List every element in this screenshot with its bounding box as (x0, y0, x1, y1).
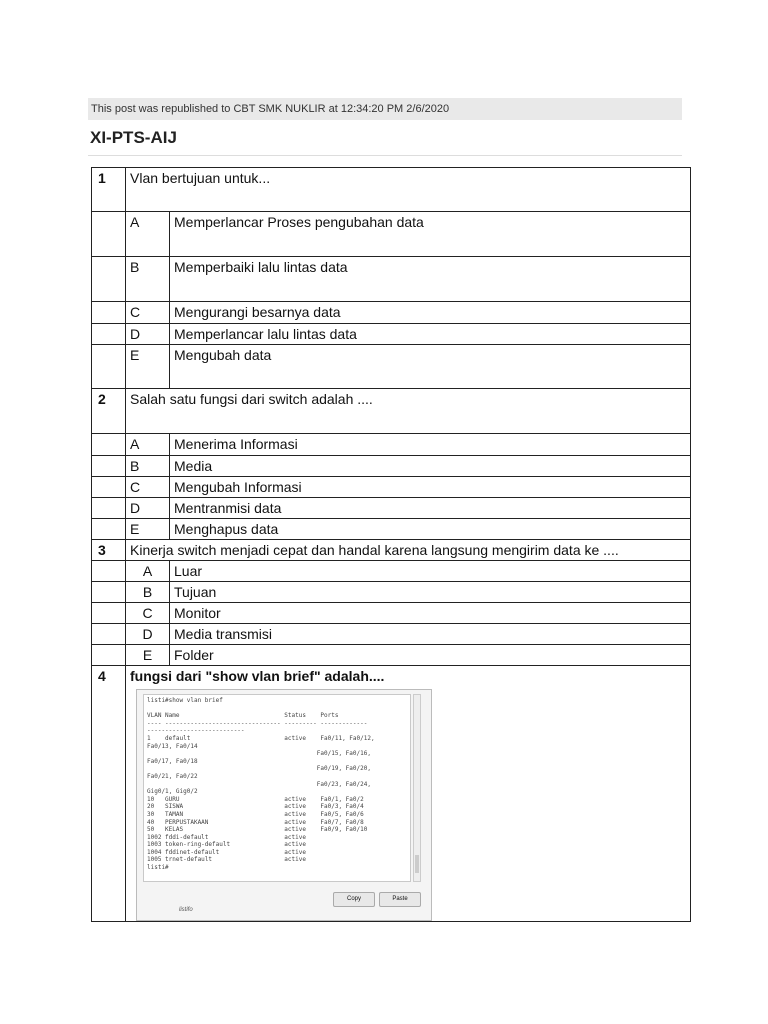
terminal-line: VLAN Name Status Ports (147, 712, 339, 720)
terminal-line: 1005 trnet-default active (147, 856, 306, 864)
option-row (92, 212, 691, 257)
question-row (92, 666, 691, 922)
option-row (92, 645, 691, 666)
option-text: Tujuan (170, 582, 691, 603)
option-letter: B (126, 456, 170, 477)
option-row (92, 582, 691, 603)
option-letter: D (126, 498, 170, 519)
terminal-screenshot (136, 689, 432, 921)
terminal-line: Fa0/17, Fa0/18 (147, 757, 198, 765)
option-row (92, 434, 691, 456)
option-row (92, 519, 691, 540)
option-letter: A (126, 561, 170, 582)
option-letter: E (126, 645, 170, 666)
option-letter: A (126, 434, 170, 456)
option-letter: C (126, 477, 170, 498)
option-text: Mengubah data (170, 345, 691, 389)
option-letter: C (126, 603, 170, 624)
option-letter: D (126, 624, 170, 645)
question-number: 1 (92, 168, 126, 212)
title-divider (88, 155, 682, 156)
option-row (92, 498, 691, 519)
question-row (92, 168, 691, 212)
terminal-line: Fa0/21, Fa0/22 (147, 772, 198, 780)
option-text: Folder (170, 645, 691, 666)
terminal-line: 1004 fddinet-default active (147, 848, 306, 856)
option-row (92, 603, 691, 624)
option-row (92, 345, 691, 389)
terminal-line: Fa0/15, Fa0/16, (147, 750, 371, 758)
option-letter: C (126, 302, 170, 324)
question-row (92, 389, 691, 434)
terminal-line: Fa0/19, Fa0/20, (147, 765, 371, 773)
terminal-line: --------------------------- (147, 727, 245, 735)
question-text: Salah satu fungsi dari switch adalah .... (126, 389, 691, 434)
terminal-line: 20 SISWA active Fa0/3, Fa0/4 (147, 803, 364, 811)
terminal-line: 1002 fddi-default active (147, 833, 306, 841)
option-row (92, 324, 691, 345)
terminal-line: 50 KELAS active Fa0/9, Fa0/10 (147, 826, 368, 834)
terminal-line: listi#show vlan brief (147, 697, 223, 704)
terminal-line: Fa0/23, Fa0/24, (147, 780, 371, 788)
terminal-line (147, 705, 407, 713)
terminal-line: 1 default active Fa0/11, Fa0/12, (147, 734, 375, 742)
option-letter: E (126, 345, 170, 389)
option-letter: B (126, 257, 170, 302)
terminal-scrollbar (413, 694, 421, 882)
option-row (92, 456, 691, 477)
option-letter: A (126, 212, 170, 257)
option-text: Menghapus data (170, 519, 691, 540)
question-text: fungsi dari "show vlan brief" adalah.... (130, 668, 385, 684)
question-number: 2 (92, 389, 126, 434)
copy-button[interactable]: Copy (333, 892, 375, 907)
option-text: Mengubah Informasi (170, 477, 691, 498)
option-text: Menerima Informasi (170, 434, 691, 456)
terminal-line: 10 GURU active Fa0/1, Fa0/2 (147, 795, 364, 803)
question-text: Vlan bertujuan untuk... (126, 168, 691, 212)
terminal-line: Gig0/1, Gig0/2 (147, 788, 198, 796)
option-text: Monitor (170, 603, 691, 624)
option-text: Luar (170, 561, 691, 582)
page-title: XI-PTS-AIJ (90, 128, 177, 147)
terminal-output (143, 694, 411, 882)
option-letter: B (126, 582, 170, 603)
question-number: 4 (92, 666, 126, 922)
option-text: Memperlancar Proses pengubahan data (170, 212, 691, 257)
option-text: Mengurangi besarnya data (170, 302, 691, 324)
option-row (92, 477, 691, 498)
question-table (91, 167, 691, 922)
question-text: Kinerja switch menjadi cepat dan handal karena langsung mengirim data ke .... (126, 540, 691, 561)
question-row (92, 540, 691, 561)
terminal-line: 30 TAMAN active Fa0/5, Fa0/6 (147, 810, 364, 818)
terminal-line: ---- -------------------------------- --------- ------------- (147, 719, 368, 727)
option-text: Mentranmisi data (170, 498, 691, 519)
terminal-line: Fa0/13, Fa0/14 (147, 742, 198, 750)
option-row (92, 624, 691, 645)
paste-button[interactable]: Paste (379, 892, 421, 907)
question-number: 3 (92, 540, 126, 561)
option-letter: E (126, 519, 170, 540)
option-row (92, 302, 691, 324)
option-letter: D (126, 324, 170, 345)
terminal-line: listi# (147, 864, 169, 872)
option-row (92, 561, 691, 582)
option-text: Memperbaiki lalu lintas data (170, 257, 691, 302)
option-text: Media (170, 456, 691, 477)
terminal-line: 40 PERPUSTAKAAN active Fa0/7, Fa0/8 (147, 818, 364, 826)
republish-banner: This post was republished to CBT SMK NUKLIR at 12:34:20 PM 2/6/2020 (88, 98, 682, 120)
option-row (92, 257, 691, 302)
option-text: Memperlancar lalu lintas data (170, 324, 691, 345)
terminal-signature: listifo (179, 907, 193, 913)
option-text: Media transmisi (170, 624, 691, 645)
terminal-line: 1003 token-ring-default active (147, 841, 306, 849)
